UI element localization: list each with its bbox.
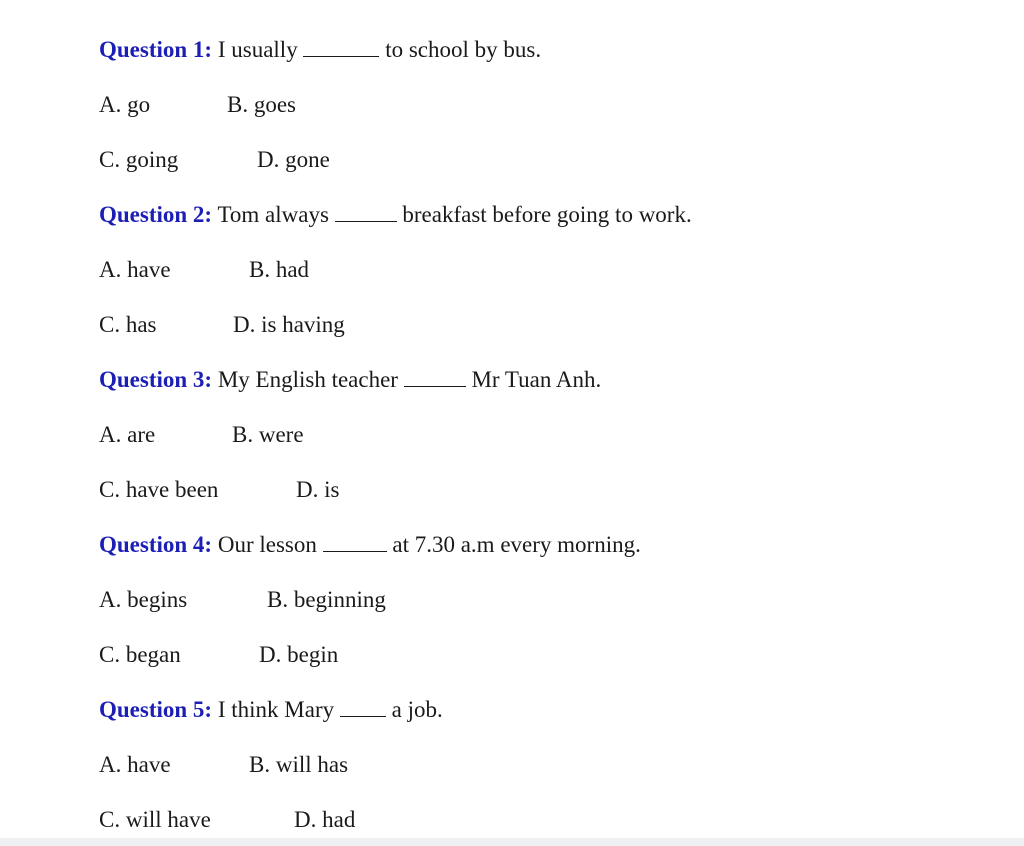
question-3-label: Question 3: (99, 367, 213, 392)
question-3-option-a[interactable]: A. are (99, 422, 156, 447)
question-5-text-after: a job. (391, 697, 443, 722)
question-5-stem (99, 695, 443, 725)
question-2-text-after: breakfast before going to work. (402, 202, 692, 227)
question-2-option-d[interactable]: D. is having (233, 312, 345, 337)
question-2-stem (99, 200, 692, 230)
question-2-blank (335, 203, 397, 222)
question-3-option-b[interactable]: B. were (232, 422, 304, 447)
question-3-blank (404, 368, 466, 387)
question-5-text-before: I think Mary (217, 697, 335, 722)
question-4-stem (99, 530, 641, 560)
question-1-option-b[interactable]: B. goes (227, 92, 296, 117)
question-4-option-b[interactable]: B. beginning (267, 587, 386, 612)
question-1-label: Question 1: (99, 37, 213, 62)
question-2-option-b[interactable]: B. had (249, 257, 310, 282)
question-3-text-before: My English teacher (217, 367, 398, 392)
question-1-text-after: to school by bus. (385, 37, 542, 62)
question-1-option-c[interactable]: C. going (99, 147, 179, 172)
question-3-stem (99, 365, 601, 395)
question-5-option-a[interactable]: A. have (99, 752, 171, 777)
question-2-label: Question 2: (99, 202, 213, 227)
question-1-option-a[interactable]: A. go (99, 92, 151, 117)
question-1-blank (303, 38, 379, 57)
question-5-option-d[interactable]: D. had (294, 807, 356, 832)
question-5-blank (340, 698, 386, 717)
question-4-blank (323, 533, 387, 552)
question-3-option-d[interactable]: D. is (296, 477, 340, 502)
question-5-option-b[interactable]: B. will has (249, 752, 349, 777)
question-2-option-c[interactable]: C. has (99, 312, 157, 337)
question-2-text-before: Tom always (217, 202, 329, 227)
question-4-label: Question 4: (99, 532, 213, 557)
question-1-option-d[interactable]: D. gone (257, 147, 330, 172)
question-5-label: Question 5: (99, 697, 213, 722)
question-4-text-after: at 7.30 a.m every morning. (392, 532, 641, 557)
question-5-option-c[interactable]: C. will have (99, 807, 211, 832)
question-1-text-before: I usually (217, 37, 298, 62)
question-2-option-a[interactable]: A. have (99, 257, 171, 282)
question-4-option-a[interactable]: A. begins (99, 587, 188, 612)
question-3-option-c[interactable]: C. have been (99, 477, 219, 502)
question-4-option-d[interactable]: D. begin (259, 642, 339, 667)
question-1-stem (99, 35, 541, 65)
page-bottom-edge (0, 838, 1024, 846)
question-4-text-before: Our lesson (217, 532, 317, 557)
question-4-option-c[interactable]: C. began (99, 642, 181, 667)
question-3-text-after: Mr Tuan Anh. (471, 367, 602, 392)
